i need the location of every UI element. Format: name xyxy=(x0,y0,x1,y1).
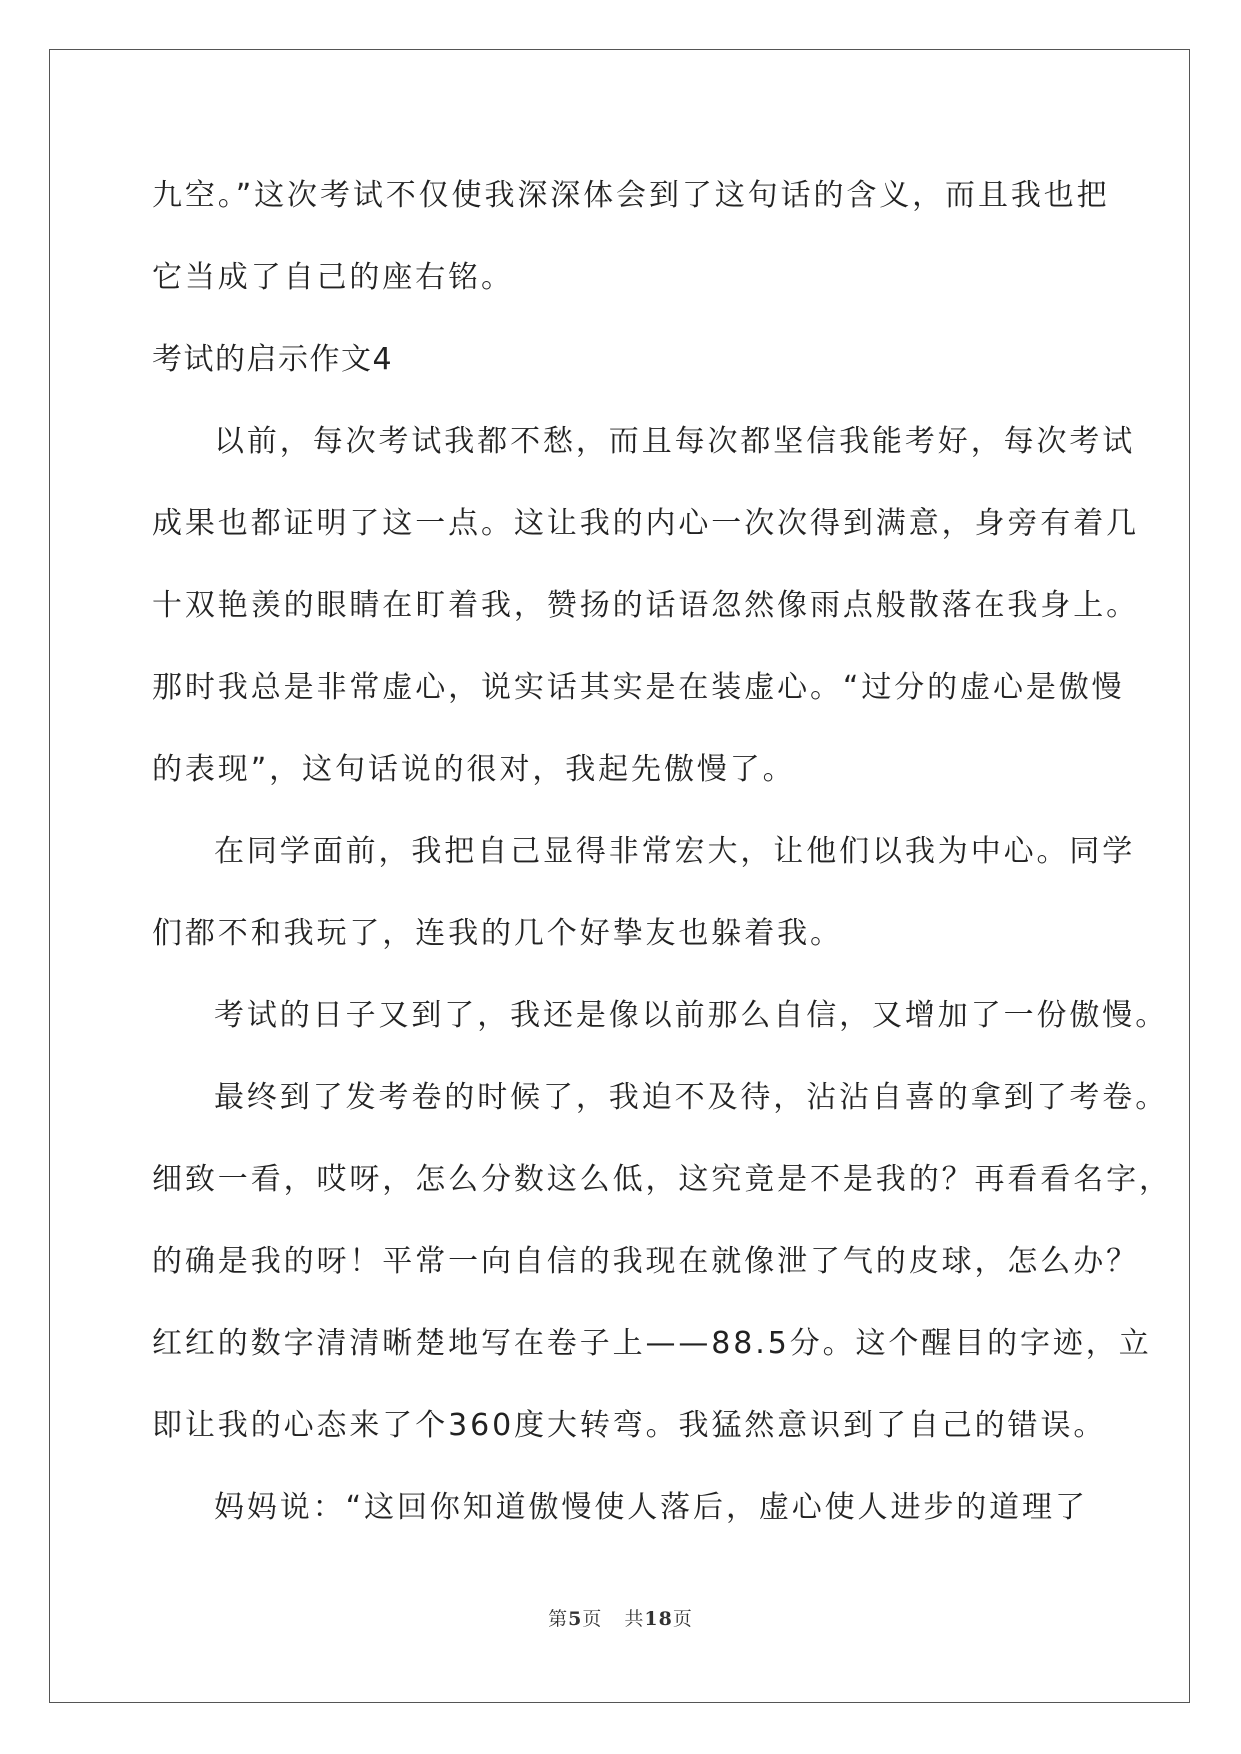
text-line: 以前，每次考试我都不愁，而且每次都坚信我能考好，每次考试 xyxy=(214,424,1136,459)
text-line: 妈妈说：“这回你知道傲慢使人落后，虚心使人进步的道理了 xyxy=(214,1490,1088,1525)
page-footer xyxy=(0,1604,1241,1631)
text-line: 九空。”这次考试不仅使我深深体会到了这句话的含义，而且我也把 xyxy=(152,178,1110,213)
text-line: 即让我的心态来了个360度大转弯。我猛然意识到了自己的错误。 xyxy=(152,1408,1107,1443)
text-line: 们都不和我玩了，连我的几个好挚友也躲着我。 xyxy=(152,916,843,951)
page-number: 5 xyxy=(568,1608,583,1630)
total-pages: 18 xyxy=(644,1608,673,1630)
text-line: 那时我总是非常虚心，说实话其实是在装虚心。“过分的虚心是傲慢 xyxy=(152,670,1125,705)
text-line: 十双艳羡的眼睛在盯着我，赞扬的话语忽然像雨点般散落在我身上。 xyxy=(152,588,1139,623)
text-line: 的确是我的呀！平常一向自信的我现在就像泄了气的皮球，怎么办？ xyxy=(152,1244,1139,1279)
section-heading: 考试的启示作文4 xyxy=(152,342,394,377)
footer-page-suffix: 页 xyxy=(582,1608,603,1630)
document-body xyxy=(152,155,1172,1549)
text-line: 细致一看，哎呀，怎么分数这么低，这究竟是不是我的？再看看名字， xyxy=(152,1162,1172,1197)
footer-total-suffix: 页 xyxy=(672,1608,693,1630)
text-line: 成果也都证明了这一点。这让我的内心一次次得到满意，身旁有着几 xyxy=(152,506,1139,541)
text-line: 它当成了自己的座右铭。 xyxy=(152,260,514,295)
text-line: 的表现”，这句话说的很对，我起先傲慢了。 xyxy=(152,752,796,787)
text-line: 考试的日子又到了，我还是像以前那么自信，又增加了一份傲慢。 xyxy=(214,998,1169,1033)
footer-total-prefix: 共 xyxy=(624,1608,645,1630)
text-line: 最终到了发考卷的时候了，我迫不及待，沾沾自喜的拿到了考卷。 xyxy=(214,1080,1169,1115)
text-line: 红红的数字清清晰楚地写在卷子上——88.5分。这个醒目的字迹，立 xyxy=(152,1326,1152,1361)
footer-prefix: 第 xyxy=(548,1608,569,1630)
text-line: 在同学面前，我把自己显得非常宏大，让他们以我为中心。同学 xyxy=(214,834,1136,869)
